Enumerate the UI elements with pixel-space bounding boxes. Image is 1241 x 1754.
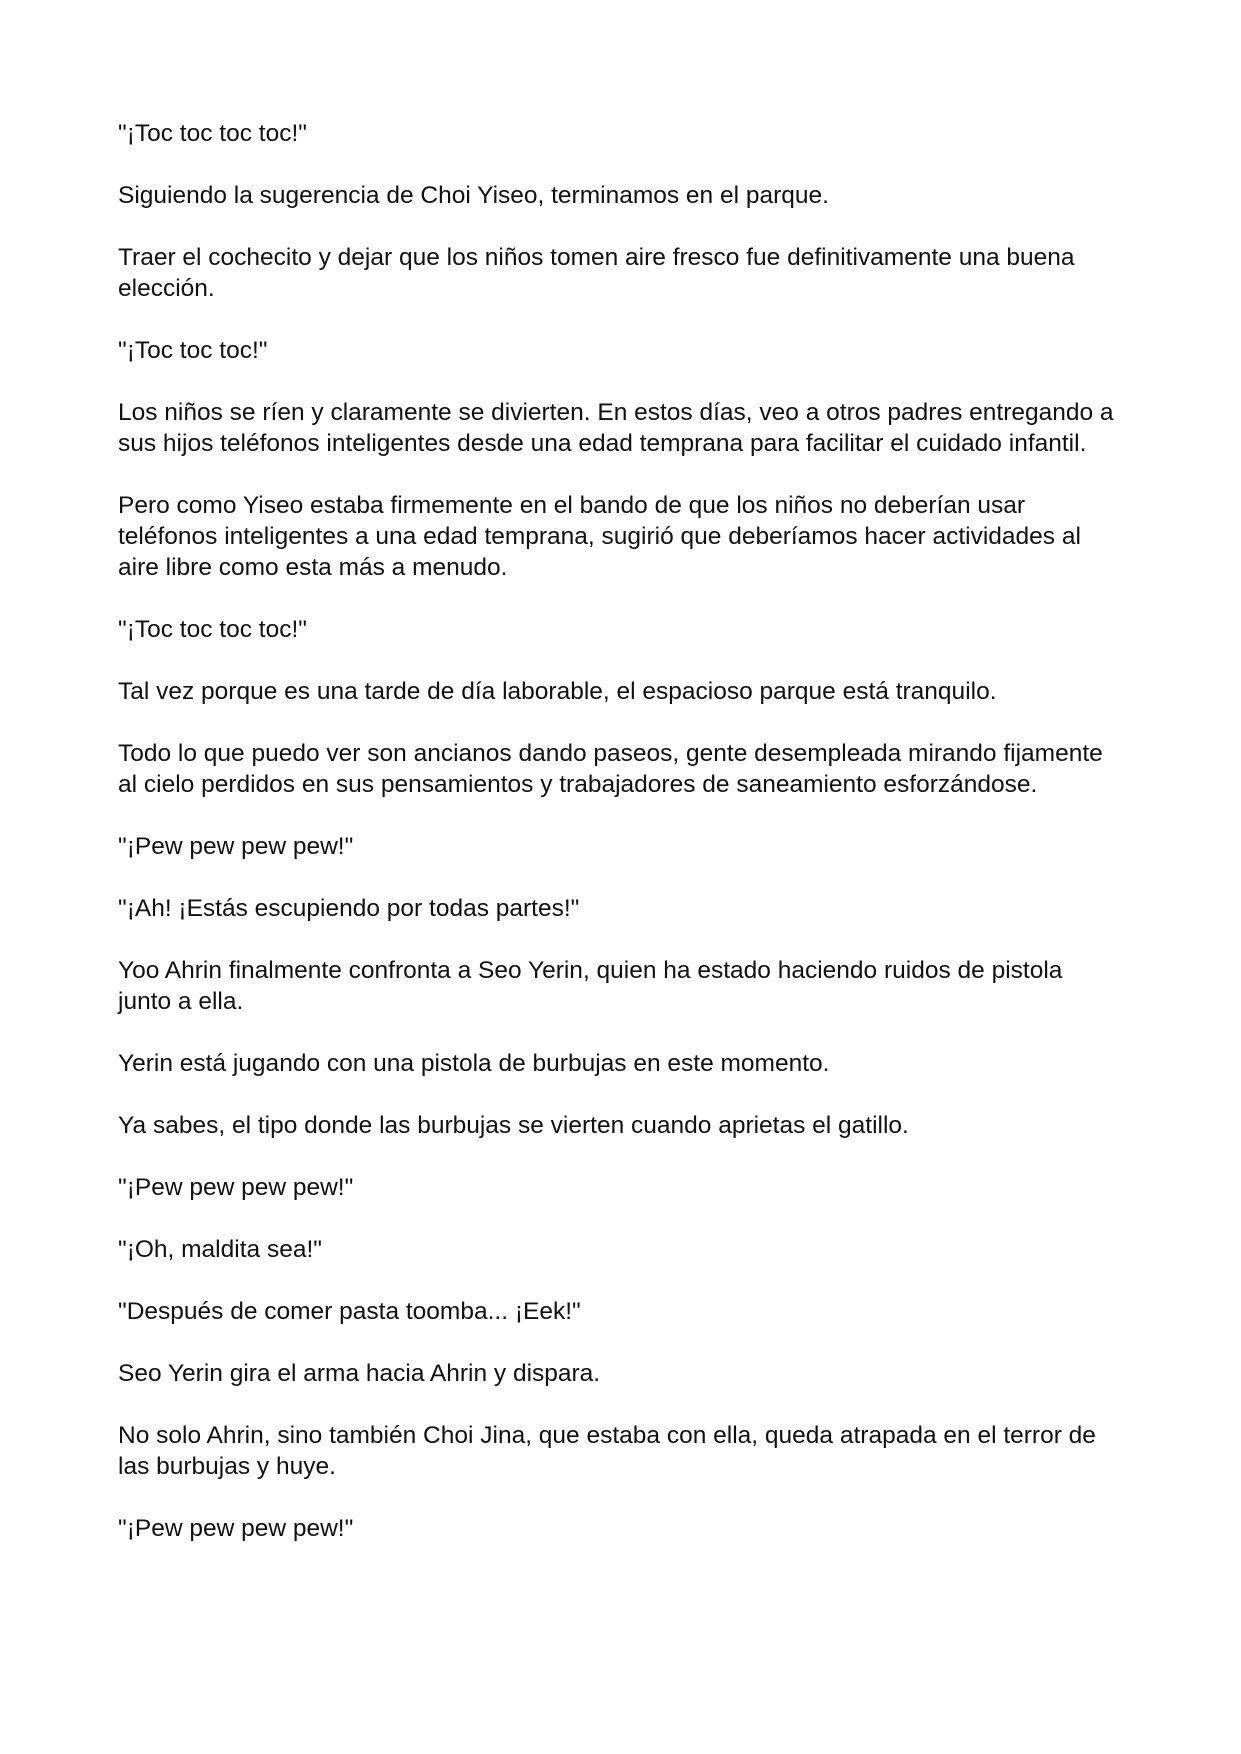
paragraph-7: "¡Toc toc toc toc!" xyxy=(118,616,307,643)
paragraph-17: "Después de comer pasta toomba... ¡Eek!" xyxy=(118,1298,581,1325)
paragraph-10: "¡Pew pew pew pew!" xyxy=(118,833,354,860)
paragraph-1: "¡Toc toc toc toc!" xyxy=(118,120,307,147)
paragraph-4: "¡Toc toc toc!" xyxy=(118,337,268,364)
paragraph-14: Ya sabes, el tipo donde las burbujas se vierten cuando aprietas el gatillo. xyxy=(118,1112,909,1139)
paragraph-5: Los niños se ríen y claramente se divierten. En estos días, veo a otros padres entregando a sus hijos teléfonos inteligentes desde una edad temprana para facilitar el cuidado infantil. xyxy=(118,399,1114,457)
paragraph-11: "¡Ah! ¡Estás escupiendo por todas partes!" xyxy=(118,895,580,922)
paragraph-12: Yoo Ahrin finalmente confronta a Seo Yerin, quien ha estado haciendo ruidos de pistola junto a ella. xyxy=(118,957,1063,1015)
document-body xyxy=(118,118,1118,1575)
paragraph-2: Siguiendo la sugerencia de Choi Yiseo, terminamos en el parque. xyxy=(118,182,829,209)
paragraph-15: "¡Pew pew pew pew!" xyxy=(118,1174,354,1201)
paragraph-13: Yerin está jugando con una pistola de burbujas en este momento. xyxy=(118,1050,830,1077)
paragraph-18: Seo Yerin gira el arma hacia Ahrin y dispara. xyxy=(118,1360,601,1387)
paragraph-20: "¡Pew pew pew pew!" xyxy=(118,1515,354,1542)
paragraph-19: No solo Ahrin, sino también Choi Jina, que estaba con ella, queda atrapada en el terror de las burbujas y huye. xyxy=(118,1422,1096,1480)
paragraph-8: Tal vez porque es una tarde de día laborable, el espacioso parque está tranquilo. xyxy=(118,678,997,705)
paragraph-6: Pero como Yiseo estaba firmemente en el bando de que los niños no deberían usar teléfonos inteligentes a una edad temprana, sugirió que deberíamos hacer actividades al aire libre como esta más a menudo. xyxy=(118,492,1081,581)
paragraph-16: "¡Oh, maldita sea!" xyxy=(118,1236,322,1263)
paragraph-3: Traer el cochecito y dejar que los niños tomen aire fresco fue definitivamente una buena elección. xyxy=(118,244,1075,302)
paragraph-9: Todo lo que puedo ver son ancianos dando paseos, gente desempleada mirando fijamente al cielo perdidos en sus pensamientos y trabajadores de saneamiento esforzándose. xyxy=(118,740,1103,798)
